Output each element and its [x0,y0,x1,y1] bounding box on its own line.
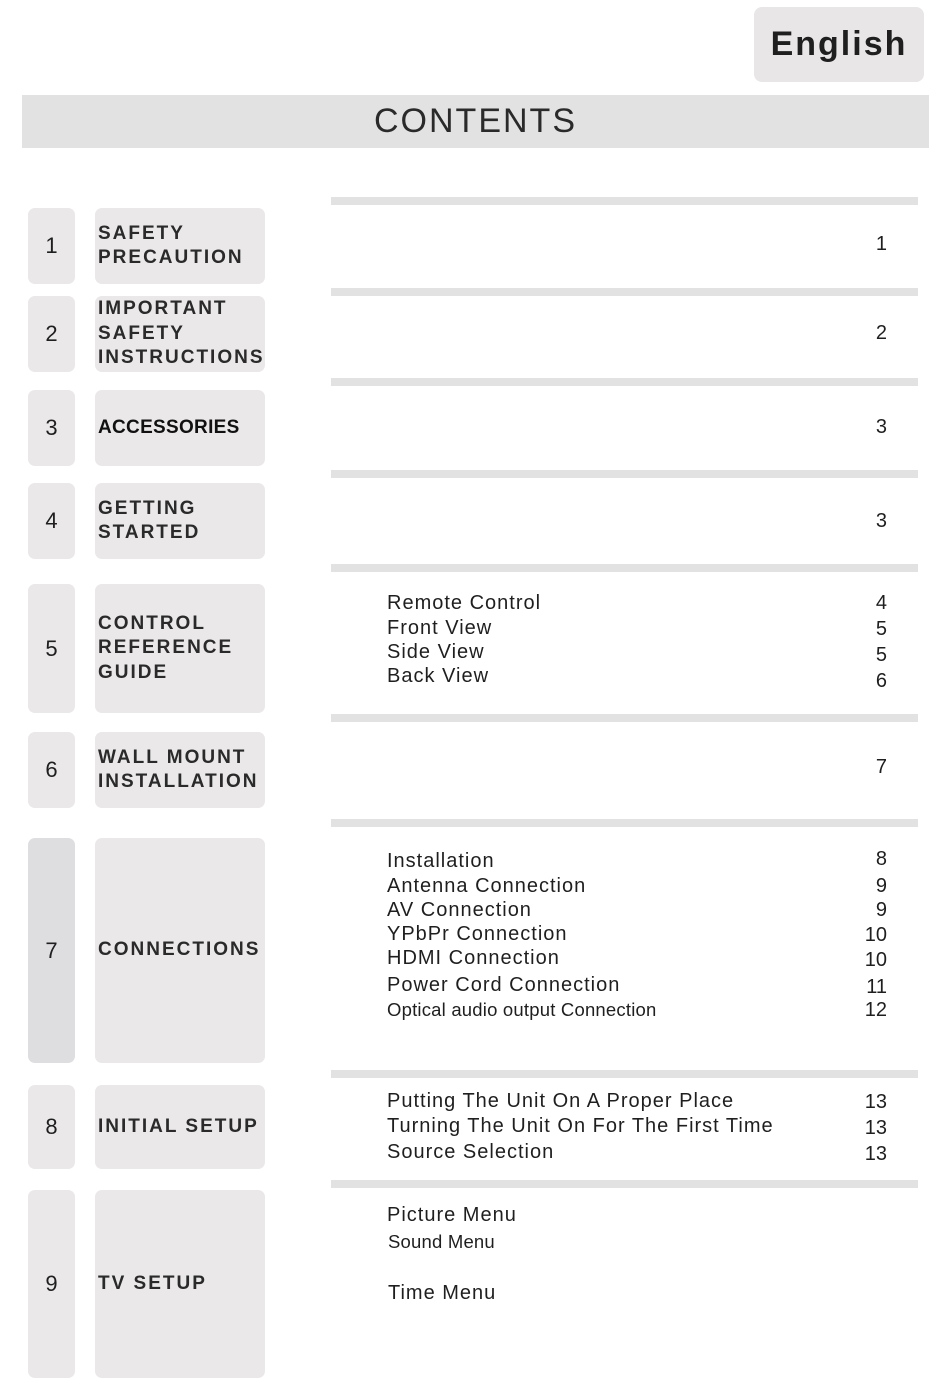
toc-entry[interactable]: Front View [387,617,493,639]
section-title-box-9[interactable] [95,1190,265,1378]
separator-bar [331,1070,918,1078]
page-number: 9 [875,899,887,921]
separator-bar [331,378,918,386]
section-title-box-8[interactable] [95,1085,265,1169]
section-title-4: GETTING STARTED [98,497,201,543]
section-title-7: CONNECTIONS [98,939,261,961]
section-title-9: TV SETUP [98,1272,207,1294]
toc-entry[interactable]: Time Menu [388,1282,497,1304]
page-number: 5 [875,618,887,640]
section-title-box-4[interactable] [95,483,265,559]
section-title-box-6[interactable] [95,732,265,808]
separator-bar [331,288,918,296]
toc-entry[interactable]: Side View [387,641,485,663]
separator-bar [331,819,918,827]
section-number-4: 4 [28,483,75,559]
language-tab: English [754,7,924,82]
section-title-box-3[interactable] [95,390,265,466]
toc-entry[interactable]: Picture Menu [387,1204,517,1226]
section-number-8: 8 [28,1085,75,1169]
separator-bar [331,470,918,478]
separator-bar [331,714,918,722]
section-title-6: WALL MOUNT INSTALLATION [98,746,259,792]
section-title-8: INITIAL SETUP [98,1115,259,1137]
page-number: 13 [864,1143,887,1165]
toc-entry[interactable]: Power Cord Connection [387,974,621,996]
section-number-2: 2 [28,296,75,372]
page-number: 10 [864,924,887,946]
page-number: 4 [875,592,887,614]
section-number-6: 6 [28,732,75,808]
page-number: 9 [875,875,887,897]
separator-bar [331,1180,918,1188]
section-title-5: CONTROL REFERENCE GUIDE [98,612,234,683]
section-number-3: 3 [28,390,75,466]
section-number-1: 1 [28,208,75,284]
page-number: 3 [875,416,887,438]
separator-bar [331,564,918,572]
page-number: 1 [875,233,887,255]
section-title-box-5[interactable] [95,584,265,713]
page-number: 5 [875,644,887,666]
page-number: 11 [866,976,887,998]
toc-entry[interactable]: HDMI Connection [387,947,560,969]
toc-entry[interactable]: Optical audio output Connection [387,999,657,1020]
separator-bar [331,197,918,205]
toc-entry[interactable]: AV Connection [387,899,532,921]
section-number-7: 7 [28,838,75,1063]
toc-entry[interactable]: Back View [387,665,490,687]
contents-heading: CONTENTS [22,95,929,148]
section-title-3: ACCESSORIES [98,416,240,438]
section-title-box-2[interactable] [95,296,265,372]
toc-entry[interactable]: Installation [387,850,495,872]
toc-entry[interactable]: Source Selection [387,1141,555,1163]
page-number: 8 [875,848,887,870]
page-number: 13 [864,1091,887,1113]
toc-entry[interactable]: YPbPr Connection [387,923,568,945]
page-number: 12 [864,999,887,1021]
toc-entry[interactable]: Remote Control [387,592,542,614]
toc-entry[interactable]: Sound Menu [388,1231,495,1252]
section-title-box-7[interactable] [95,838,265,1063]
page-number: 7 [875,756,887,778]
page-number: 10 [864,949,887,971]
toc-entry[interactable]: Turning The Unit On For The First Time [387,1115,774,1137]
page-number: 2 [875,322,887,344]
toc-entry[interactable]: Antenna Connection [387,875,587,897]
toc-entry[interactable]: Putting The Unit On A Proper Place [387,1090,735,1112]
page-number: 13 [864,1117,887,1139]
page-number: 6 [875,670,887,692]
section-title-box-1[interactable] [95,208,265,284]
section-number-5: 5 [28,584,75,713]
page-number: 3 [875,510,887,532]
section-number-9: 9 [28,1190,75,1378]
section-title-1: SAFETY PRECAUTION [98,222,244,268]
section-title-2: IMPORTANT SAFETY INSTRUCTIONS [98,298,265,369]
